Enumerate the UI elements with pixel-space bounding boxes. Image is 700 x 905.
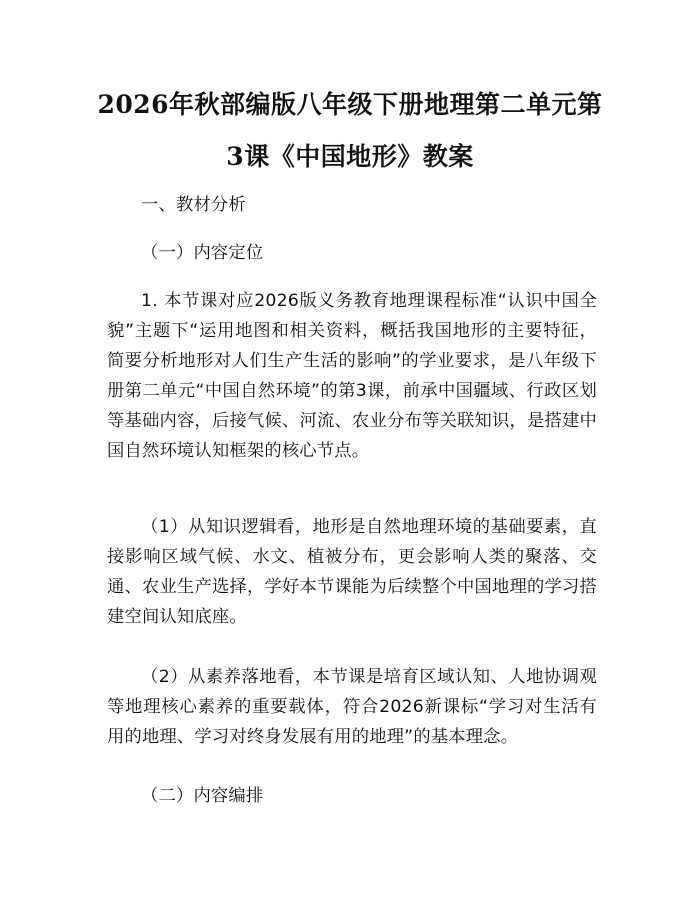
document-title-line-2: 3课《中国地形》教案: [226, 142, 474, 171]
paragraph-literacy: （2）从素养落地看，本节课是培育区域认知、人地协调观等地理核心素养的重要载体，符合2026新课标“学习对生活有用的地理、学习对终身发展有用的地理”的基本理念。: [107, 667, 597, 747]
document-title-line-1: 2026年秋部编版八年级下册地理第二单元第: [97, 90, 603, 119]
paragraph-knowledge-logic: （1）从知识逻辑看，地形是自然地理环境的基础要素，直接影响区域气候、水文、植被分布，更会影响人类的聚落、交通、农业生产选择，学好本节课能为后续整个中国地理的学习搭建空间认知底座。: [107, 517, 597, 627]
subsection-heading-content-positioning: （一）内容定位: [141, 243, 264, 263]
section-heading-teaching-material-analysis: 一、教材分析: [141, 195, 246, 215]
subsection-heading-content-arrangement: （二）内容编排: [141, 786, 264, 806]
paragraph-curriculum-positioning: 1. 本节课对应2026版义务教育地理课程标准“认识中国全貌”主题下“运用地图和相关资料，概括我国地形的主要特征，简要分析地形对人们生产生活的影响”的学业要求，是八年级下册第二单元“中国自然环境”的第3课，前承中国疆域、行政区划等基础内容，后接气候、河流、农业分布等关联知识，是搭建中国自然环境认知框架的核心节点。: [107, 291, 597, 461]
